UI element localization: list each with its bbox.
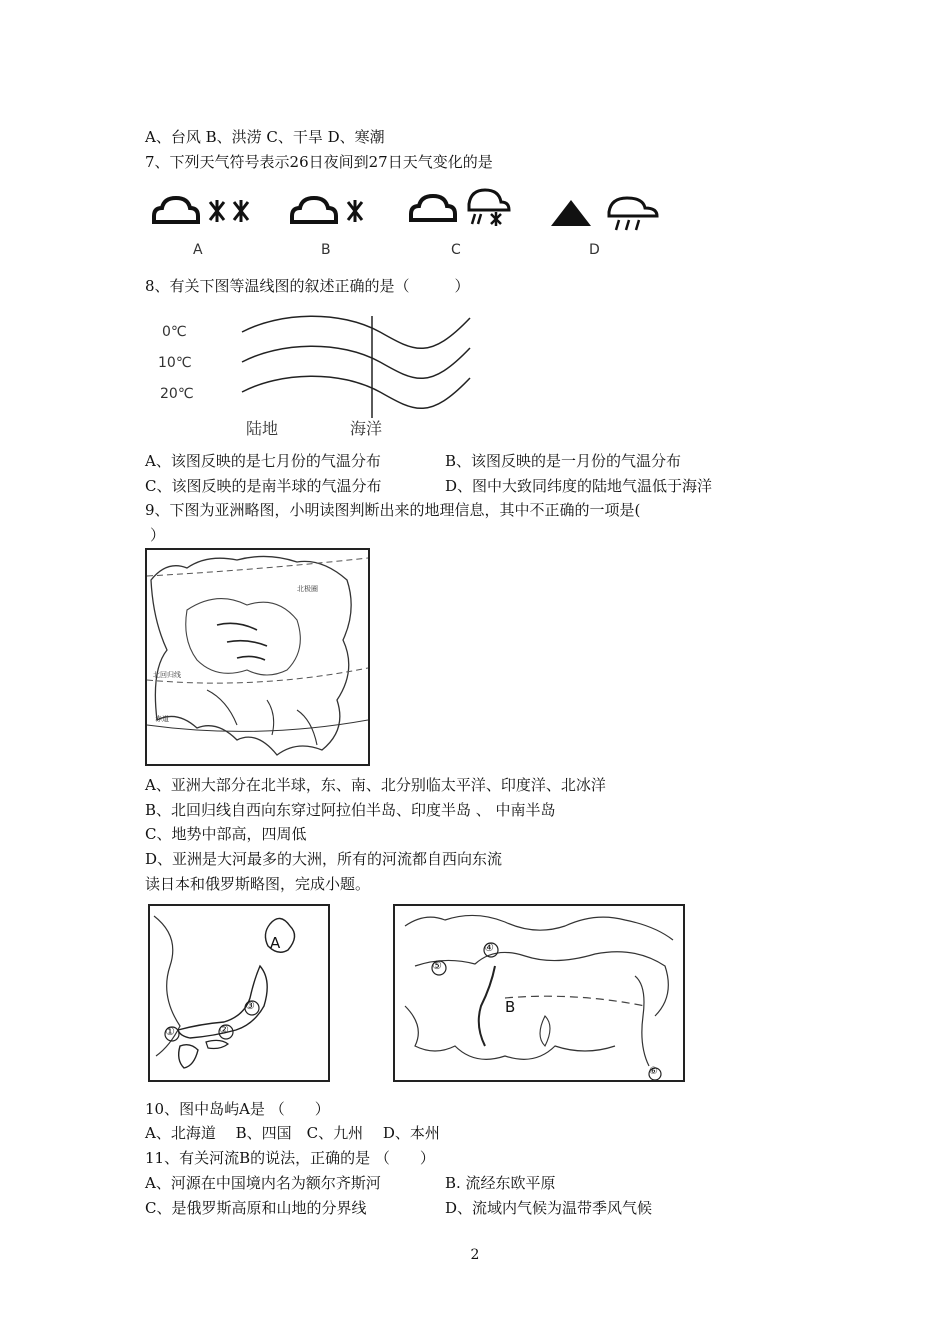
marker-5: ⑤ (432, 959, 442, 972)
cloud-light-snow-icon (288, 190, 378, 230)
option-label-d: D (589, 242, 600, 258)
isotherm-label-10: 10℃ (158, 355, 192, 371)
marker-2: ② (219, 1023, 229, 1036)
asia-map-outline (147, 550, 368, 764)
isotherm-diagram (150, 310, 480, 440)
triangle-rain-icon (547, 186, 667, 234)
option-label-b: B (321, 242, 331, 258)
q9-stem-line1: 9、下图为亚洲略图，小明读图判断出来的地理信息，其中不正确的一项是( (145, 501, 641, 519)
reading-intro: 读日本和俄罗斯略图，完成小题。 (145, 875, 371, 893)
island-a-label: A (270, 934, 281, 952)
q8-option-d: D、图中大致同纬度的陆地气温低于海洋 (445, 477, 713, 495)
russia-map (393, 904, 685, 1082)
sea-label: 海洋 (350, 419, 383, 438)
japan-map (148, 904, 330, 1082)
arctic-circle-label: 北极圈 (297, 585, 318, 593)
q7-stem: 7、下列天气符号表示26日夜间到27日天气变化的是 (145, 153, 493, 171)
q10-options: A、北海道 B、四国 C、九州 D、本州 (145, 1124, 440, 1142)
russia-map-outline (395, 906, 683, 1080)
q10-stem: 10、图中岛屿A是 （ ） (145, 1100, 330, 1118)
q8-option-a: A、该图反映的是七月份的气温分布 (145, 452, 381, 470)
q8-stem: 8、有关下图等温线图的叙述正确的是（ ） (145, 277, 470, 295)
option-label-c: C (451, 242, 461, 258)
q11-option-a: A、河源在中国境内名为额尔齐斯河 (145, 1174, 381, 1192)
option-label-a: A (193, 242, 203, 258)
q9-option-b: B、北回归线自西向东穿过阿拉伯半岛、印度半岛 、 中南半岛 (145, 801, 556, 819)
q9-stem-line2: ） (150, 526, 166, 544)
weather-symbols (145, 182, 675, 262)
q11-option-d: D、流域内气候为温带季风气候 (445, 1199, 653, 1217)
cloud-snow-icon (150, 190, 260, 230)
equator-label: 赤道 (155, 715, 169, 723)
isotherm-label-0: 0℃ (162, 324, 187, 340)
marker-4: ④ (484, 941, 494, 954)
cloud-sleet-icon (407, 182, 517, 230)
marker-3: ③ (245, 999, 255, 1012)
page-number: 2 (470, 1247, 480, 1263)
q9-option-d: D、亚洲是大河最多的大洲，所有的河流都自西向东流 (145, 850, 503, 868)
japan-map-outline (150, 906, 328, 1080)
q8-option-c: C、该图反映的是南半球的气温分布 (145, 477, 382, 495)
q9-option-a: A、亚洲大部分在北半球，东、南、北分别临太平洋、印度洋、北冰洋 (145, 776, 606, 794)
q11-stem: 11、有关河流B的说法，正确的是 （ ） (145, 1149, 435, 1167)
marker-6: ⑥ (649, 1066, 658, 1077)
q11-option-c: C、是俄罗斯高原和山地的分界线 (145, 1199, 367, 1217)
river-b-label: B (505, 998, 516, 1016)
q6-options: A、台风 B、洪涝 C、干旱 D、寒潮 (145, 128, 385, 146)
land-label: 陆地 (246, 419, 279, 438)
isotherm-lines (240, 310, 480, 420)
isotherm-label-20: 20℃ (160, 386, 194, 402)
asia-map (145, 548, 370, 766)
q11-option-b: B. 流经东欧平原 (445, 1174, 556, 1192)
marker-1: ① (165, 1025, 175, 1038)
q9-option-c: C、地势中部高，四周低 (145, 825, 307, 843)
q8-option-b: B、该图反映的是一月份的气温分布 (445, 452, 682, 470)
tropic-of-cancer-label: 北回归线 (153, 671, 181, 679)
